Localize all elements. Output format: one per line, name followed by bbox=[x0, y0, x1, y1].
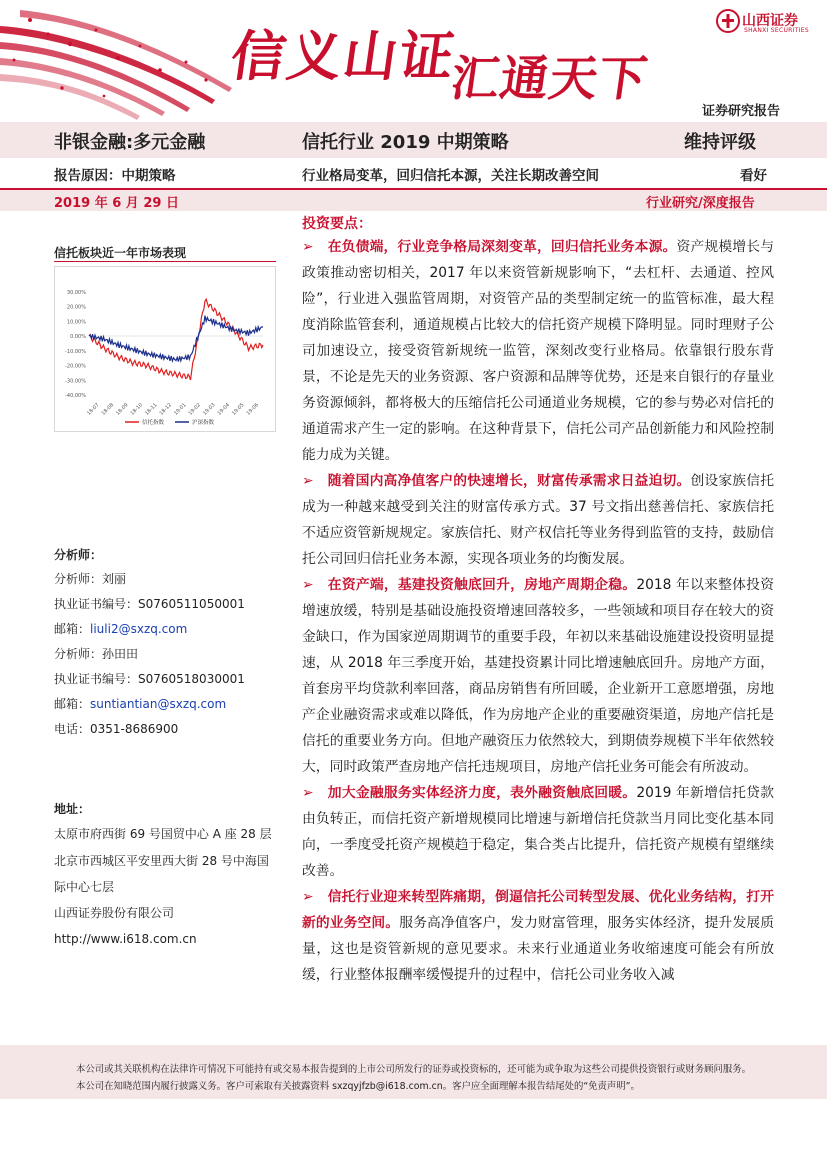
analyst1-name: 分析师：刘丽 bbox=[54, 572, 127, 586]
x-tick-label: 18-10 bbox=[129, 402, 145, 417]
analyst1-cert: 执业证书编号：S0760511050001 bbox=[54, 597, 245, 611]
x-tick-label: 18-08 bbox=[100, 402, 116, 417]
key-points-title: 投资要点： bbox=[302, 216, 372, 232]
logo-text-cn: 山西证券 bbox=[742, 13, 798, 29]
analyst-phone: 电话：0351-8686900 bbox=[54, 722, 179, 736]
rating-value: 看好 bbox=[740, 168, 767, 184]
x-tick-label: 19-03 bbox=[202, 402, 217, 417]
x-tick-label: 18-12 bbox=[158, 402, 174, 417]
key-point-3 bbox=[302, 572, 774, 780]
key-point-1-body: 资产规模增长与政策推动密切相关，2017 年以来资管新规影响下，“去杠杆、去通道、控风险”，行业进入强监管周期，对资管产品的类型制定统一的监管标准，最大程度消除监管套利，通道规模占比较大的信托资产规模下降明显。同时理财子公司加速设立，接受资管新规统一监管，深刻改变行业格局。依靠银行股东背景，不论是先天的业务资源、客户资源和品牌等优势，还是来自银行的存量业务资源倾斜，都将极大的压缩信托公司通道业务规模，它的参与势必对信托的通道需求产生一定的影响。在这种背景下，信托公司产品创新能力和风险控制能力成为关键。 bbox=[302, 239, 775, 463]
x-tick-label: 18-07 bbox=[86, 402, 101, 417]
key-points-body bbox=[302, 234, 774, 988]
analyst2-email-row bbox=[54, 695, 226, 712]
key-point-1 bbox=[302, 234, 774, 468]
footer-disclaimer: 本公司或其关联机构在法律许可情况下可能持有或交易本报告提到的上市公司所发行的证券或投资标的，还可能为或争取为这些公司提供投资银行或财务顾问服务。本公司在知晓范围内履行披露义务。客户可索取有关披露资料 sxzqyjfzb@i618.com.cn。客户应全面理解本报告结尾处的“免责声明”。 bbox=[76, 1064, 752, 1092]
bullet-icon: ➢ bbox=[302, 577, 314, 593]
chart-title-rule bbox=[54, 261, 276, 262]
y-tick-label: 0.00% bbox=[70, 334, 86, 340]
bullet-icon: ➢ bbox=[302, 785, 314, 801]
analyst1-email-link[interactable]: liuli2@sxzq.com bbox=[90, 622, 188, 636]
y-tick-label: -10.00% bbox=[65, 348, 86, 355]
series-line-1 bbox=[89, 299, 263, 380]
legend-label: 沪深指数 bbox=[192, 420, 215, 426]
company-name: 山西证券股份有限公司 bbox=[54, 906, 175, 920]
x-tick-label: 19-02 bbox=[187, 402, 203, 417]
company-url[interactable]: http://www.i618.com.cn bbox=[54, 932, 197, 946]
key-point-4-body: 2019 年新增信托贷款由负转正，而信托资产新增规模同比增速与新增信托贷款当月同比变化基本同向，一季度受托资产规模趋于稳定，集合类占比提升，信托资产规模有望继续改善。 bbox=[302, 785, 774, 879]
address-line2: 北京市西城区平安里西大街 28 号中海国 bbox=[54, 854, 269, 868]
analysts-heading: 分析师： bbox=[54, 548, 103, 562]
logo-text-en: SHANXI SECURITIES bbox=[744, 27, 809, 34]
y-tick-label: 30.00% bbox=[66, 289, 86, 296]
key-point-5-lead: 信托行业迎来转型阵痛期，倒逼信托公司转型发展、优化业务结构，打开新的业务空间。 bbox=[302, 889, 774, 931]
x-tick-label: 19-01 bbox=[173, 402, 188, 417]
chart-svg bbox=[55, 267, 275, 431]
key-point-4-lead: 加大金融服务实体经济力度，表外融资触底回暖。 bbox=[327, 785, 637, 801]
legend-label: 信托指数 bbox=[142, 420, 165, 426]
chart-title: 信托板块近一年市场表现 bbox=[54, 246, 187, 260]
key-point-2-body: 创设家族信托成为一种越来越受到关注的财富传承方式。37 号文指出慈善信托、家族信托不适应资管新规规定。家族信托、财产权信托等业务得到监管的支持，鼓励信托公司回归信托业务本源，实现各项业务的均衡发展。 bbox=[302, 473, 775, 567]
header-banner bbox=[0, 0, 827, 122]
bullet-icon: ➢ bbox=[302, 239, 314, 255]
shanxi-securities-logo-icon bbox=[716, 9, 740, 33]
report-category: 行业研究/深度报告 bbox=[646, 196, 755, 211]
address-line1: 太原市府西街 69 号国贸中心 A 座 28 层 bbox=[54, 827, 272, 841]
y-tick-label: -30.00% bbox=[65, 378, 86, 385]
series-line-2 bbox=[89, 316, 263, 362]
bullet-icon: ➢ bbox=[302, 889, 314, 905]
report-subtitle: 行业格局变革，回归信托本源，关注长期改善空间 bbox=[302, 168, 599, 184]
report-reason: 报告原因：中期策略 bbox=[54, 168, 176, 184]
x-tick-label: 19-04 bbox=[216, 402, 232, 417]
date-band-rule bbox=[0, 188, 827, 190]
analyst1-email-label: 邮箱： bbox=[54, 622, 91, 636]
key-point-4 bbox=[302, 780, 774, 884]
analyst2-name: 分析师：孙田田 bbox=[54, 647, 139, 661]
x-tick-label: 19-06 bbox=[245, 402, 261, 417]
key-point-5-body: 服务高净值客户，发力财富管理，服务实体经济，提升发展质量，这也是资管新规的意见要求。未来行业通道业务收缩速度可能会有所放缓，行业整体报酬率缓慢提升的过程中，信托公司业务收入减 bbox=[302, 915, 775, 983]
y-tick-label: 10.00% bbox=[66, 319, 86, 326]
report-title: 信托行业 2019 中期策略 bbox=[302, 132, 509, 153]
bullet-icon: ➢ bbox=[302, 473, 314, 489]
slogan-part1: 信义山证 bbox=[227, 25, 460, 88]
key-point-1-lead: 在负债端，行业竞争格局深刻变革，回归信托业务本源。 bbox=[327, 239, 677, 255]
sector-title: 非银金融:多元金融 bbox=[54, 132, 206, 153]
address-line3: 际中心七层 bbox=[54, 880, 115, 894]
key-point-3-lead: 在资产端，基建投资触底回升，房地产周期企稳。 bbox=[327, 577, 637, 593]
y-tick-label: -20.00% bbox=[65, 363, 86, 370]
y-tick-label: -40.00% bbox=[65, 393, 86, 399]
rating-label: 维持评级 bbox=[684, 132, 756, 153]
analyst2-cert: 执业证书编号：S0760518030001 bbox=[54, 672, 245, 686]
report-type-label: 证券研究报告 bbox=[702, 104, 781, 119]
key-point-2 bbox=[302, 468, 774, 572]
analyst2-email-label: 邮箱： bbox=[54, 697, 91, 711]
x-tick-label: 19-05 bbox=[231, 402, 246, 417]
analyst1-email-row bbox=[54, 620, 187, 637]
y-tick-label: 20.00% bbox=[66, 304, 86, 311]
key-point-3-body: 2018 年以来整体投资增速放缓，特别是基础设施投资增速回落较多，一些领域和项目存在较大的资金缺口，作为国家逆周期调节的重要手段，年初以来基础设施建设投资明显提速，从 2018 年三季度开始，基建投资累计同比增速触底回升。房地产方面，首套房平均贷款利率回落，商品房销售有所回暖，企业新开工意愿增强，房地产企业融资需求或难以降低，作为房地产企业的重要融资渠道，房地产信托是信托的重要业务方向。但地产融资压力依然较大，到期债券规模下半年依然较大，同时政策严查房地产信托违规项目，房地产信托业务可能会有所波动。 bbox=[302, 577, 774, 775]
address-heading: 地址： bbox=[54, 802, 91, 816]
report-date: 2019 年 6 月 29 日 bbox=[54, 196, 179, 211]
slogan-part2: 汇通天下 bbox=[447, 51, 652, 107]
key-point-5 bbox=[302, 884, 774, 988]
market-performance-chart bbox=[54, 266, 276, 432]
key-point-2-lead: 随着国内高净值客户的快速增长，财富传承需求日益迫切。 bbox=[327, 473, 691, 489]
x-tick-label: 18-11 bbox=[144, 402, 159, 417]
x-tick-label: 18-09 bbox=[115, 402, 130, 417]
analyst2-email-link[interactable]: suntiantian@sxzq.com bbox=[90, 697, 227, 711]
